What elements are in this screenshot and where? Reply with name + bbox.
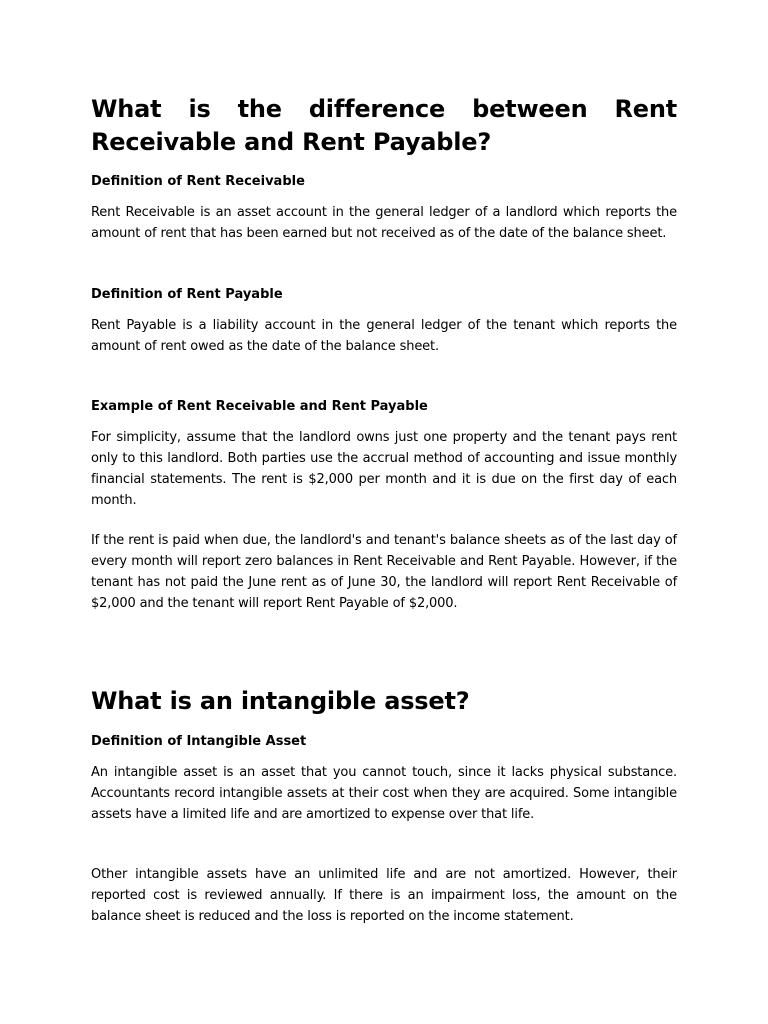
heading-definition-rent-receivable: Definition of Rent Receivable bbox=[91, 174, 305, 189]
paragraph-example-1: For simplicity, assume that the landlord owns just one property and the tenant pays rent only to this landlord. Both parties use the accrual method of accounting and issue monthly financial statements. The rent is $2,000 per month and it is due on the first day of each month. bbox=[91, 430, 677, 508]
paragraph-rent-payable: Rent Payable is a liability account in the general ledger of the tenant which reports the amount of rent owed as the date of the balance sheet. bbox=[91, 318, 677, 354]
heading-definition-rent-payable: Definition of Rent Payable bbox=[91, 287, 283, 302]
paragraph-rent-receivable: Rent Receivable is an asset account in the general ledger of a landlord which reports the amount of rent that has been earned but not received as of the date of the balance sheet. bbox=[91, 205, 677, 241]
paragraph-example-2: If the rent is paid when due, the landlord's and tenant's balance sheets as of the last day of every month will report zero balances in Rent Receivable and Rent Payable. However, if the tenant has not paid the June rent as of June 30, the landlord will report Rent Receivable of $2,000 and the tenant will report Rent Payable of $2,000. bbox=[91, 533, 677, 611]
section-title-rent: What is the difference between Rent Receivable and Rent Payable? bbox=[91, 95, 677, 156]
heading-example: Example of Rent Receivable and Rent Payable bbox=[91, 399, 428, 414]
paragraph-intangible-asset-1: An intangible asset is an asset that you cannot touch, since it lacks physical substance. Accountants record intangible assets at their cost when they are acquired. Some intangible assets have a limited life and are amortized to expense over that life. bbox=[91, 765, 677, 822]
heading-definition-intangible-asset: Definition of Intangible Asset bbox=[91, 734, 307, 749]
section-title-intangible-asset: What is an intangible asset? bbox=[91, 687, 470, 715]
paragraph-intangible-asset-2: Other intangible assets have an unlimited life and are not amortized. However, their reported cost is reviewed annually. If there is an impairment loss, the amount on the balance sheet is reduced and the loss is reported on the income statement. bbox=[91, 867, 677, 924]
